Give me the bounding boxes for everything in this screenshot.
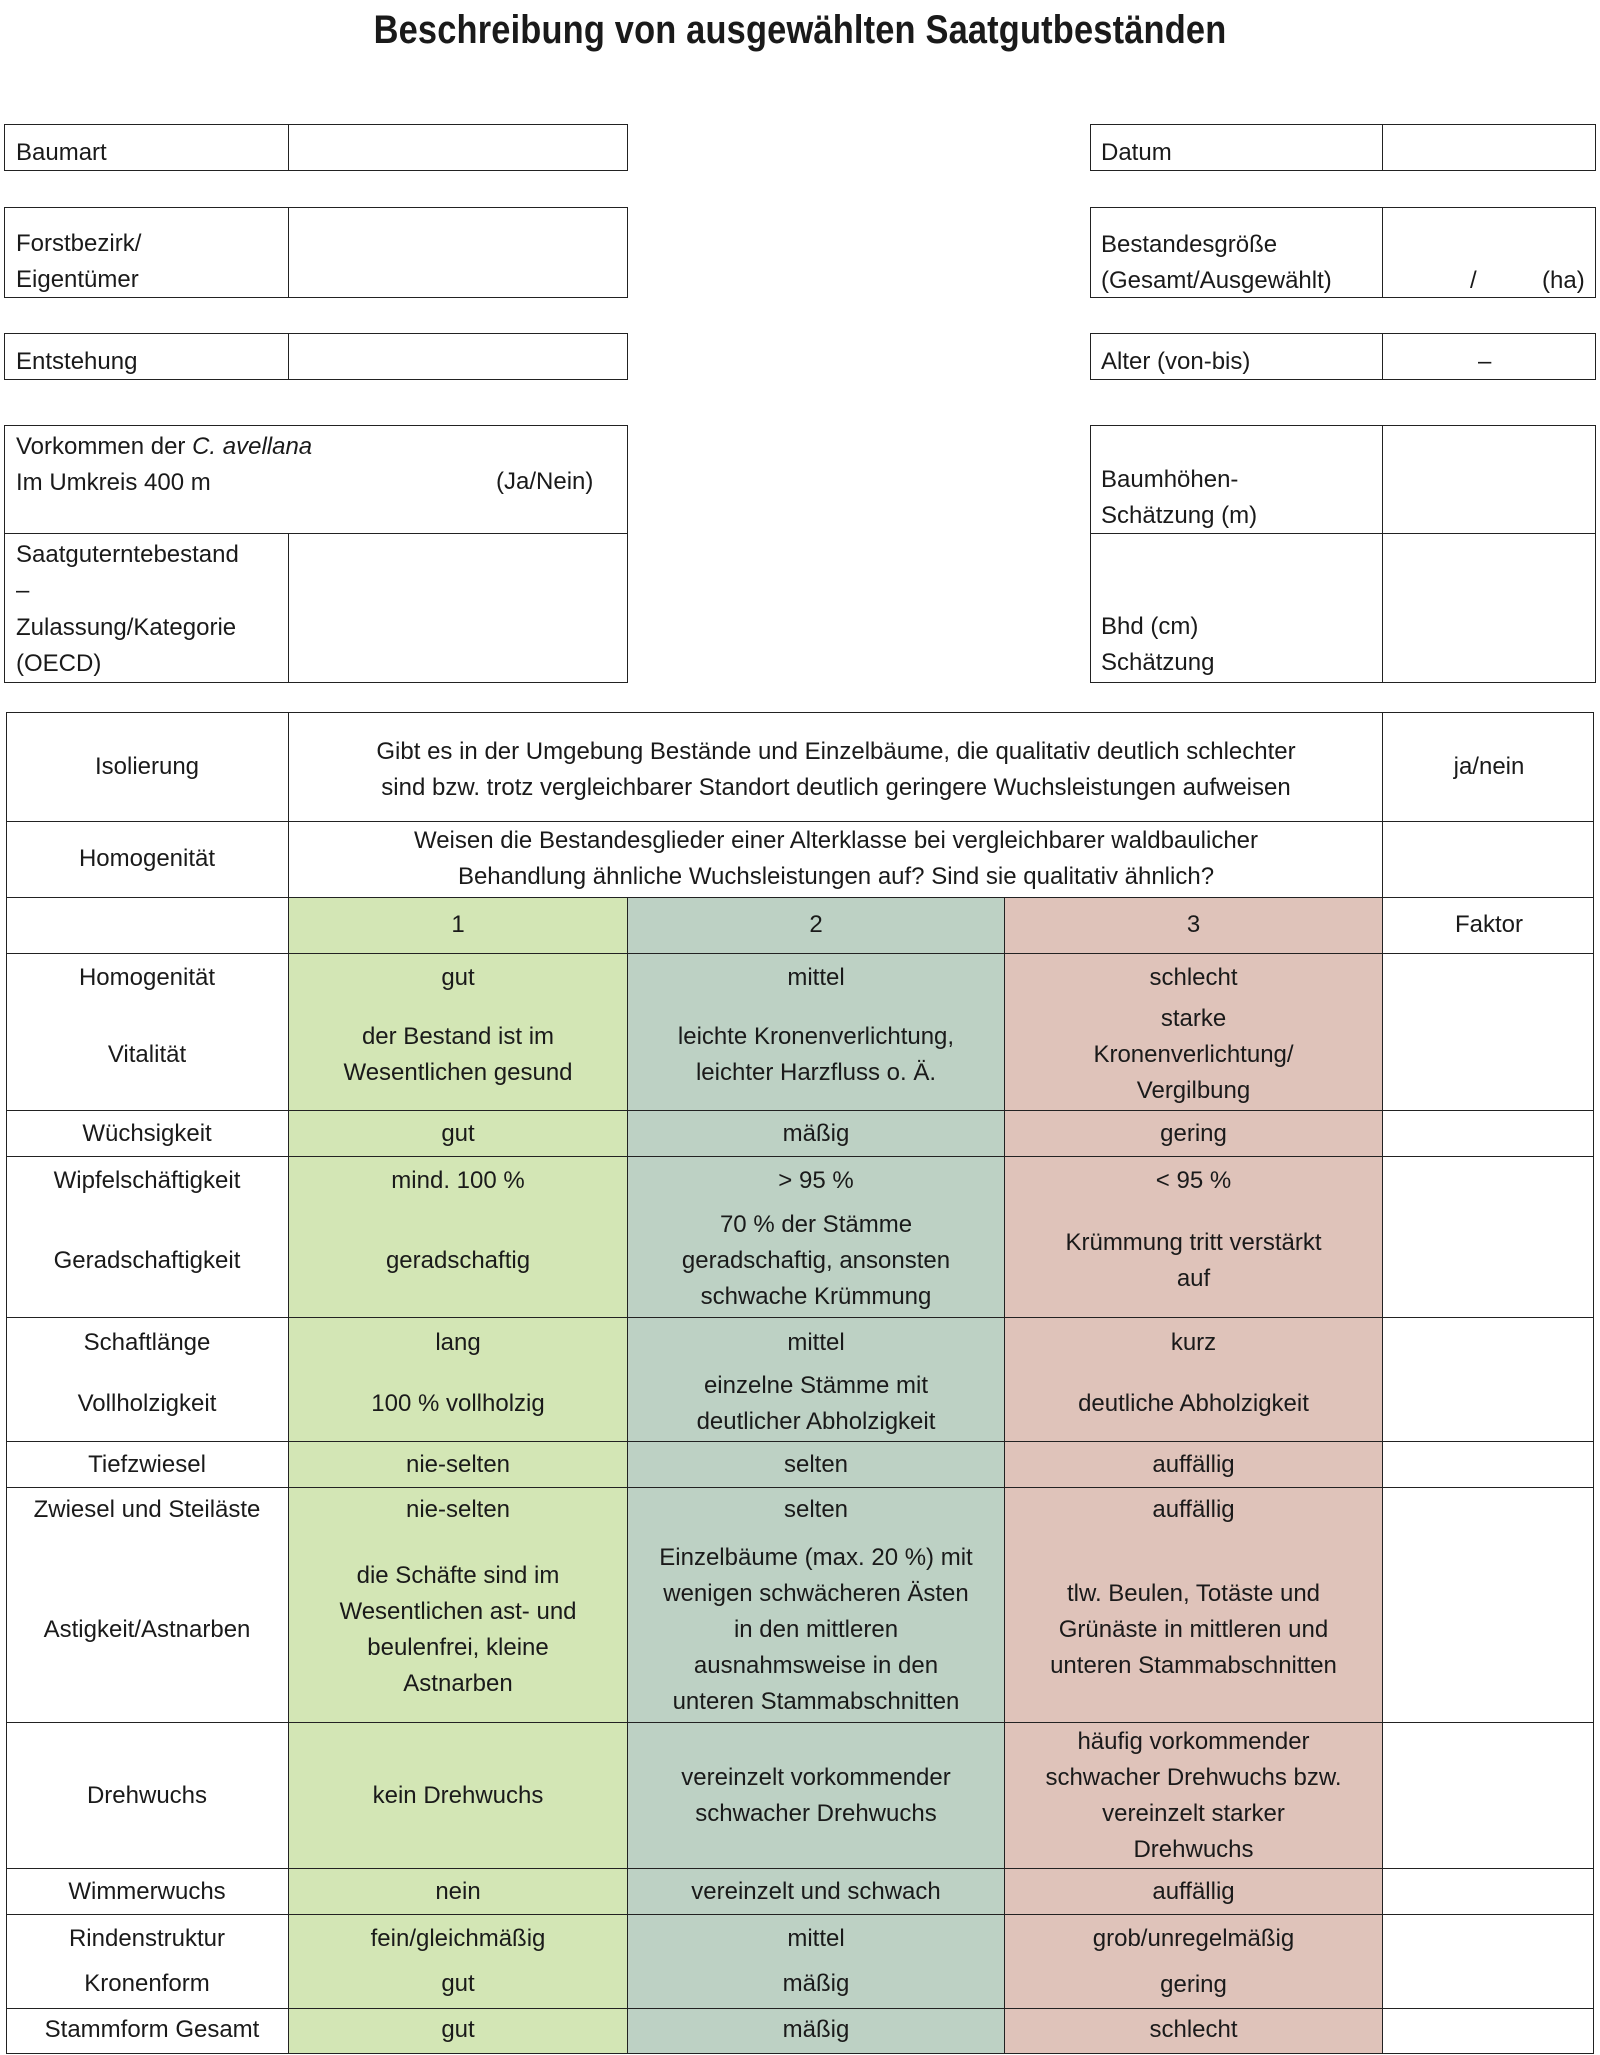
faktor-field[interactable] [1384, 1916, 1594, 2007]
cell-col3: Kronenverlichtung/ [1093, 1041, 1294, 1068]
cell-col2: Einzelbäume (max. 20 %) mit [659, 1544, 973, 1571]
groesse-slash: / [1470, 267, 1477, 294]
groesse-label-2: (Gesamt/Ausgewählt) [1101, 267, 1332, 294]
cell-col3: auffällig [1152, 1496, 1235, 1523]
row-label: Homogenität [78, 964, 216, 991]
isolierung-question-1: Gibt es in der Umgebung Bestände und Einzelbäume, die qualitativ deutlich schlechter [376, 738, 1296, 765]
row-label: Geradschaftigkeit [53, 1247, 241, 1274]
row-label: Rindenstruktur [68, 1925, 226, 1952]
forstbezirk-label-1: Forstbezirk/ [16, 230, 142, 257]
baumhoehe-label-2: Schätzung (m) [1101, 502, 1258, 529]
faktor-field[interactable] [1384, 1489, 1594, 1721]
homogenitaet-question-1: Weisen die Bestandesglieder einer Alterklasse bei vergleichbarer waldbaulicher [413, 827, 1259, 854]
cell-col2: mittel [787, 964, 845, 991]
cell-col2: geradschaftig, ansonsten [681, 1247, 951, 1274]
isolierung-answer[interactable]: ja/nein [1453, 753, 1525, 780]
cell-col3: auf [1176, 1265, 1211, 1292]
groesse-field[interactable] [1384, 209, 1594, 297]
cell-col3: schlecht [1149, 964, 1238, 991]
row-label: Kronenform [84, 1970, 210, 1997]
cell-col1: Wesentlichen ast- und [339, 1598, 577, 1625]
cell-col3: deutliche Abholzigkeit [1078, 1390, 1309, 1417]
row-label: Astigkeit/Astnarben [43, 1616, 251, 1643]
groesse-label-1: Bestandesgröße [1101, 231, 1278, 258]
cell-col3: häufig vorkommender [1077, 1728, 1310, 1755]
cell-col3: gering [1160, 1971, 1227, 1998]
cell-col2: schwache Krümmung [700, 1283, 932, 1310]
cell-col1: lang [435, 1329, 481, 1356]
column-header-faktor: Faktor [1454, 911, 1523, 938]
cell-col2: mäßig [782, 2016, 850, 2043]
row-label: Stammform Gesamt [44, 2016, 260, 2043]
cell-col1: geradschaftig [385, 1247, 531, 1274]
cell-col2: ausnahmsweise in den [693, 1652, 939, 1679]
cell-col3: tlw. Beulen, Totäste und [1066, 1580, 1321, 1607]
cell-col2: vereinzelt und schwach [691, 1878, 941, 1905]
cell-col2: selten [783, 1451, 849, 1478]
faktor-field[interactable] [1384, 1443, 1594, 1486]
alter-field[interactable] [1384, 335, 1594, 379]
faktor-field[interactable] [1384, 955, 1594, 1109]
row-label: Vollholzigkeit [77, 1390, 217, 1417]
vorkommen-janein[interactable]: (Ja/Nein) [496, 468, 594, 495]
faktor-field[interactable] [1384, 1158, 1594, 1316]
page-title: Beschreibung von ausgewählten Saatgutbeständen [373, 8, 1227, 52]
forstbezirk-field[interactable] [290, 209, 626, 297]
forstbezirk-label-2: Eigentümer [16, 266, 139, 293]
cell-col3: Vergilbung [1136, 1077, 1251, 1104]
cell-col2: leichter Harzfluss o. Ä. [695, 1059, 937, 1086]
groesse-unit: (ha) [1542, 267, 1585, 294]
cell-col1: 100 % vollholzig [371, 1390, 545, 1417]
row-label: Zwiesel und Steiläste [33, 1496, 261, 1523]
cell-col2: mäßig [782, 1120, 850, 1147]
faktor-field[interactable] [1384, 1319, 1594, 1440]
row-label: Schaftlänge [83, 1329, 211, 1356]
cell-col2: mäßig [782, 1970, 850, 1997]
isolierung-label: Isolierung [94, 753, 200, 780]
cell-col1: nein [435, 1878, 481, 1905]
saatgut-label-2: – [16, 577, 30, 604]
cell-col3: < 95 % [1155, 1167, 1232, 1194]
row-label: Wimmerwuchs [68, 1878, 226, 1905]
datum-field[interactable] [1384, 126, 1594, 170]
cell-col2: deutlicher Abholzigkeit [696, 1408, 936, 1435]
cell-col3: Drehwuchs [1133, 1836, 1254, 1863]
cell-col3: Grünäste in mittleren und [1058, 1616, 1329, 1643]
row-label: Vitalität [107, 1041, 187, 1068]
entstehung-label: Entstehung [16, 348, 138, 375]
faktor-field[interactable] [1384, 2010, 1594, 2053]
cell-col1: gut [441, 1120, 475, 1147]
cell-col3: Krümmung tritt verstärkt [1065, 1229, 1322, 1256]
cell-col3: unteren Stammabschnitten [1050, 1652, 1337, 1679]
cell-col2: schwacher Drehwuchs [695, 1800, 937, 1827]
baumart-field[interactable] [290, 126, 626, 170]
faktor-field[interactable] [1384, 1724, 1594, 1867]
saatgut-field[interactable] [290, 535, 626, 681]
vorkommen-label-2: Im Umkreis 400 m [16, 469, 211, 496]
cell-col3: gering [1160, 1120, 1227, 1147]
baumart-label: Baumart [16, 139, 107, 166]
cell-col2: selten [783, 1496, 849, 1523]
saatgut-label-1: Saatguterntebestand [16, 541, 239, 568]
bhd-label-1: Bhd (cm) [1101, 613, 1199, 640]
baumhoehe-field[interactable] [1384, 427, 1594, 532]
bhd-field[interactable] [1384, 535, 1594, 681]
cell-col1: gut [441, 964, 475, 991]
datum-label: Datum [1101, 139, 1172, 166]
cell-col1: fein/gleichmäßig [370, 1925, 546, 1952]
cell-col1: Astnarben [403, 1670, 513, 1697]
entstehung-field[interactable] [290, 335, 626, 379]
column-header-1: 1 [451, 911, 465, 938]
bhd-label-2: Schätzung [1101, 649, 1215, 676]
cell-col2: einzelne Stämme mit [703, 1372, 929, 1399]
cell-col2: mittel [787, 1329, 845, 1356]
cell-col3: kurz [1170, 1329, 1217, 1356]
cell-col3: grob/unregelmäßig [1092, 1925, 1295, 1952]
column-header-2: 2 [809, 911, 823, 938]
cell-col2: wenigen schwächeren Ästen [663, 1580, 969, 1607]
cell-col1: nie-selten [405, 1451, 511, 1478]
cell-col3: schlecht [1149, 2016, 1238, 2043]
row-label: Drehwuchs [86, 1782, 208, 1809]
cell-col1: Wesentlichen gesund [343, 1059, 573, 1086]
cell-col3: auffällig [1152, 1451, 1235, 1478]
cell-col1: gut [441, 2016, 475, 2043]
homogenitaet-label: Homogenität [78, 845, 216, 872]
cell-col2: 70 % der Stämme [719, 1211, 913, 1238]
cell-col1: nie-selten [405, 1496, 511, 1523]
cell-col2: leichte Kronenverlichtung, [677, 1023, 955, 1050]
cell-col3: schwacher Drehwuchs bzw. [1045, 1764, 1342, 1791]
cell-col1: mind. 100 % [391, 1167, 525, 1194]
row-label: Wipfelschäftigkeit [53, 1167, 241, 1194]
cell-col1: kein Drehwuchs [372, 1782, 544, 1809]
cell-col3: auffällig [1152, 1878, 1235, 1905]
cell-col2: unteren Stammabschnitten [672, 1688, 960, 1715]
vorkommen-label-1: Vorkommen der C. avellana [16, 433, 313, 460]
cell-col1: der Bestand ist im [361, 1023, 555, 1050]
alter-label: Alter (von-bis) [1101, 348, 1251, 375]
cell-col1: beulenfrei, kleine [367, 1634, 549, 1661]
faktor-field[interactable] [1384, 1112, 1594, 1155]
row-label: Tiefzwiesel [88, 1451, 206, 1478]
row-label: Wüchsigkeit [82, 1120, 212, 1147]
cell-col1: gut [441, 1970, 475, 1997]
faktor-field[interactable] [1384, 1870, 1594, 1913]
homogenitaet-question-2: Behandlung ähnliche Wuchsleistungen auf? Sind sie qualitativ ähnlich? [457, 863, 1215, 890]
species-name: C. avellana [192, 433, 313, 460]
isolierung-question-2: sind bzw. trotz vergleichbarer Standort deutlich geringere Wuchsleistungen aufweisen [381, 774, 1291, 801]
cell-col3: vereinzelt starker [1102, 1800, 1285, 1827]
saatgut-label-4: (OECD) [16, 650, 102, 677]
cell-col2: in den mittleren [733, 1616, 899, 1643]
cell-col3: starke [1160, 1005, 1227, 1032]
baumhoehe-label-1: Baumhöhen- [1101, 466, 1239, 493]
cell-col2: vereinzelt vorkommender [681, 1764, 951, 1791]
column-header-3: 3 [1186, 911, 1201, 938]
cell-col1: die Schäfte sind im [356, 1562, 560, 1589]
cell-col2: > 95 % [778, 1167, 854, 1194]
saatgut-label-3: Zulassung/Kategorie [16, 614, 237, 641]
alter-dash: – [1478, 348, 1492, 375]
cell-col2: mittel [787, 1925, 845, 1952]
homogenitaet-answer-field[interactable] [1384, 823, 1594, 896]
